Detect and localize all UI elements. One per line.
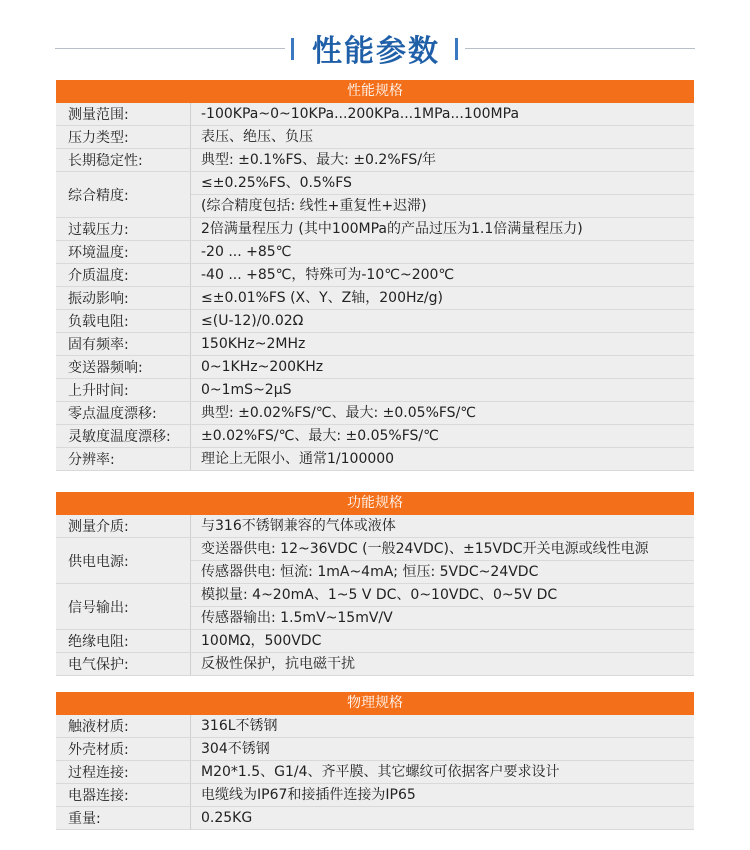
spec-value: 100MΩ，500VDC — [201, 633, 322, 649]
section-function-specs — [56, 492, 694, 676]
spec-values — [190, 333, 694, 355]
spec-value: -20 ... +85℃ — [201, 244, 292, 260]
spec-values — [190, 425, 694, 447]
section-title: 功能规格 — [56, 492, 694, 515]
spec-values — [190, 630, 694, 652]
spec-table — [56, 715, 694, 830]
spec-value: ≤±0.01%FS (X、Y、Z轴，200Hz/g) — [201, 290, 443, 306]
spec-value: 0~1KHz~200KHz — [201, 359, 324, 375]
table-row — [56, 538, 694, 584]
spec-value: 典型: ±0.1%FS、最大: ±0.2%FS/年 — [201, 152, 437, 168]
spec-values — [190, 149, 694, 171]
spec-label: 测量介质: — [68, 519, 129, 535]
spec-label: 上升时间: — [68, 383, 129, 399]
spec-values — [190, 715, 694, 737]
spec-label: 介质温度: — [68, 268, 129, 284]
spec-label: 测量范围: — [68, 107, 129, 123]
spec-value: -100KPa~0~10KPa...200KPa...1MPa...100MPa — [201, 106, 520, 122]
spec-values — [190, 356, 694, 378]
header-divider-left — [55, 48, 285, 49]
spec-value: M20*1.5、G1/4、齐平膜、其它螺纹可依据客户要求设计 — [201, 764, 560, 780]
table-row — [56, 126, 694, 149]
spec-label: 长期稳定性: — [68, 153, 143, 169]
page-header — [0, 0, 750, 80]
spec-values — [190, 218, 694, 240]
spec-table — [56, 515, 694, 676]
spec-label: 综合精度: — [68, 187, 129, 204]
spec-label: 振动影响: — [68, 291, 129, 307]
spec-value: 典型: ±0.02%FS/℃、最大: ±0.05%FS/℃ — [201, 405, 477, 421]
spec-label: 零点温度漂移: — [68, 406, 157, 422]
spec-values — [190, 402, 694, 424]
spec-value: 150KHz~2MHz — [201, 336, 306, 352]
header-divider-right — [465, 48, 695, 49]
header-accent-bar-right — [455, 38, 458, 60]
table-row — [56, 448, 694, 471]
table-row — [56, 287, 694, 310]
spec-values — [190, 515, 694, 537]
table-row — [56, 515, 694, 538]
spec-value: 传感器输出: 1.5mV~15mV/V — [191, 606, 694, 629]
table-row — [56, 761, 694, 784]
spec-label: 绝缘电阻: — [68, 634, 129, 650]
header-accent-bar-left — [291, 38, 294, 60]
spec-value: 316L不锈钢 — [201, 718, 278, 734]
spec-value: 电缆线为IP67和接插件连接为IP65 — [201, 787, 416, 803]
spec-values — [190, 584, 694, 629]
table-row — [56, 379, 694, 402]
spec-value: 反极性保护，抗电磁干扰 — [201, 656, 355, 672]
spec-label: 重量: — [68, 811, 101, 827]
spec-values — [190, 287, 694, 309]
table-row — [56, 241, 694, 264]
spec-label: 过程连接: — [68, 765, 129, 781]
spec-value: 2倍满量程压力 (其中100MPa的产品过压为1.1倍满量程压力) — [201, 221, 583, 237]
section-title: 物理规格 — [56, 692, 694, 715]
spec-label: 固有频率: — [68, 337, 129, 353]
table-row — [56, 264, 694, 287]
page-title: 性能参数 — [312, 34, 440, 69]
table-row — [56, 172, 694, 218]
spec-values — [190, 784, 694, 806]
spec-label: 外壳材质: — [68, 742, 129, 758]
table-row — [56, 333, 694, 356]
spec-value: 变送器供电: 12~36VDC (一般24VDC)、±15VDC开关电源或线性电源 — [201, 541, 649, 557]
spec-value: 模拟量: 4~20mA、1~5 V DC、0~10VDC、0~5V DC — [201, 587, 558, 603]
table-row — [56, 310, 694, 333]
spec-value: 304不锈钢 — [201, 741, 270, 757]
spec-values — [190, 310, 694, 332]
spec-label: 变送器频响: — [68, 360, 143, 376]
section-performance-specs — [56, 80, 694, 471]
table-row — [56, 807, 694, 830]
table-row — [56, 149, 694, 172]
table-row — [56, 584, 694, 630]
spec-table — [56, 103, 694, 471]
spec-value: 理论上无限小、通常1/100000 — [201, 451, 395, 467]
table-row — [56, 218, 694, 241]
spec-values — [190, 264, 694, 286]
spec-label: 触液材质: — [68, 719, 129, 735]
spec-values — [190, 379, 694, 401]
spec-values — [190, 172, 694, 217]
section-title: 性能规格 — [56, 80, 694, 103]
table-row — [56, 425, 694, 448]
spec-values — [190, 738, 694, 760]
spec-values — [190, 761, 694, 783]
table-row — [56, 715, 694, 738]
spec-label: 供电电源: — [68, 553, 129, 570]
table-row — [56, 402, 694, 425]
table-row — [56, 784, 694, 807]
spec-values — [190, 103, 694, 125]
table-row — [56, 653, 694, 676]
spec-value: 表压、绝压、负压 — [201, 129, 313, 145]
table-row — [56, 630, 694, 653]
spec-label: 电器连接: — [68, 788, 129, 804]
table-row — [56, 356, 694, 379]
spec-label: 灵敏度温度漂移: — [68, 429, 171, 445]
spec-values — [190, 448, 694, 470]
table-row — [56, 738, 694, 761]
spec-value: 0.25KG — [201, 810, 253, 826]
table-row — [56, 103, 694, 126]
spec-label: 信号输出: — [68, 599, 129, 616]
spec-label: 环境温度: — [68, 245, 129, 261]
spec-label: 分辨率: — [68, 452, 115, 468]
spec-value: ≤(U-12)/0.02Ω — [201, 313, 304, 329]
spec-values — [190, 653, 694, 675]
spec-value: (综合精度包括: 线性+重复性+迟滞) — [191, 194, 694, 217]
spec-label: 压力类型: — [68, 130, 129, 146]
spec-value: -40 ... +85℃，特殊可为-10℃~200℃ — [201, 267, 455, 283]
spec-values — [190, 538, 694, 583]
spec-label: 负载电阻: — [68, 314, 129, 330]
spec-values — [190, 241, 694, 263]
spec-value: 传感器供电: 恒流: 1mA~4mA; 恒压: 5VDC~24VDC — [191, 560, 694, 583]
section-physical-specs — [56, 692, 694, 830]
spec-value: 0~1mS~2μS — [201, 382, 292, 398]
spec-value: ≤±0.25%FS、0.5%FS — [201, 175, 352, 191]
spec-values — [190, 126, 694, 148]
spec-value: ±0.02%FS/℃、最大: ±0.05%FS/℃ — [201, 428, 439, 444]
spec-label: 电气保护: — [68, 657, 129, 673]
spec-value: 与316不锈钢兼容的气体或液体 — [201, 518, 396, 534]
spec-values — [190, 807, 694, 829]
spec-label: 过载压力: — [68, 222, 129, 238]
